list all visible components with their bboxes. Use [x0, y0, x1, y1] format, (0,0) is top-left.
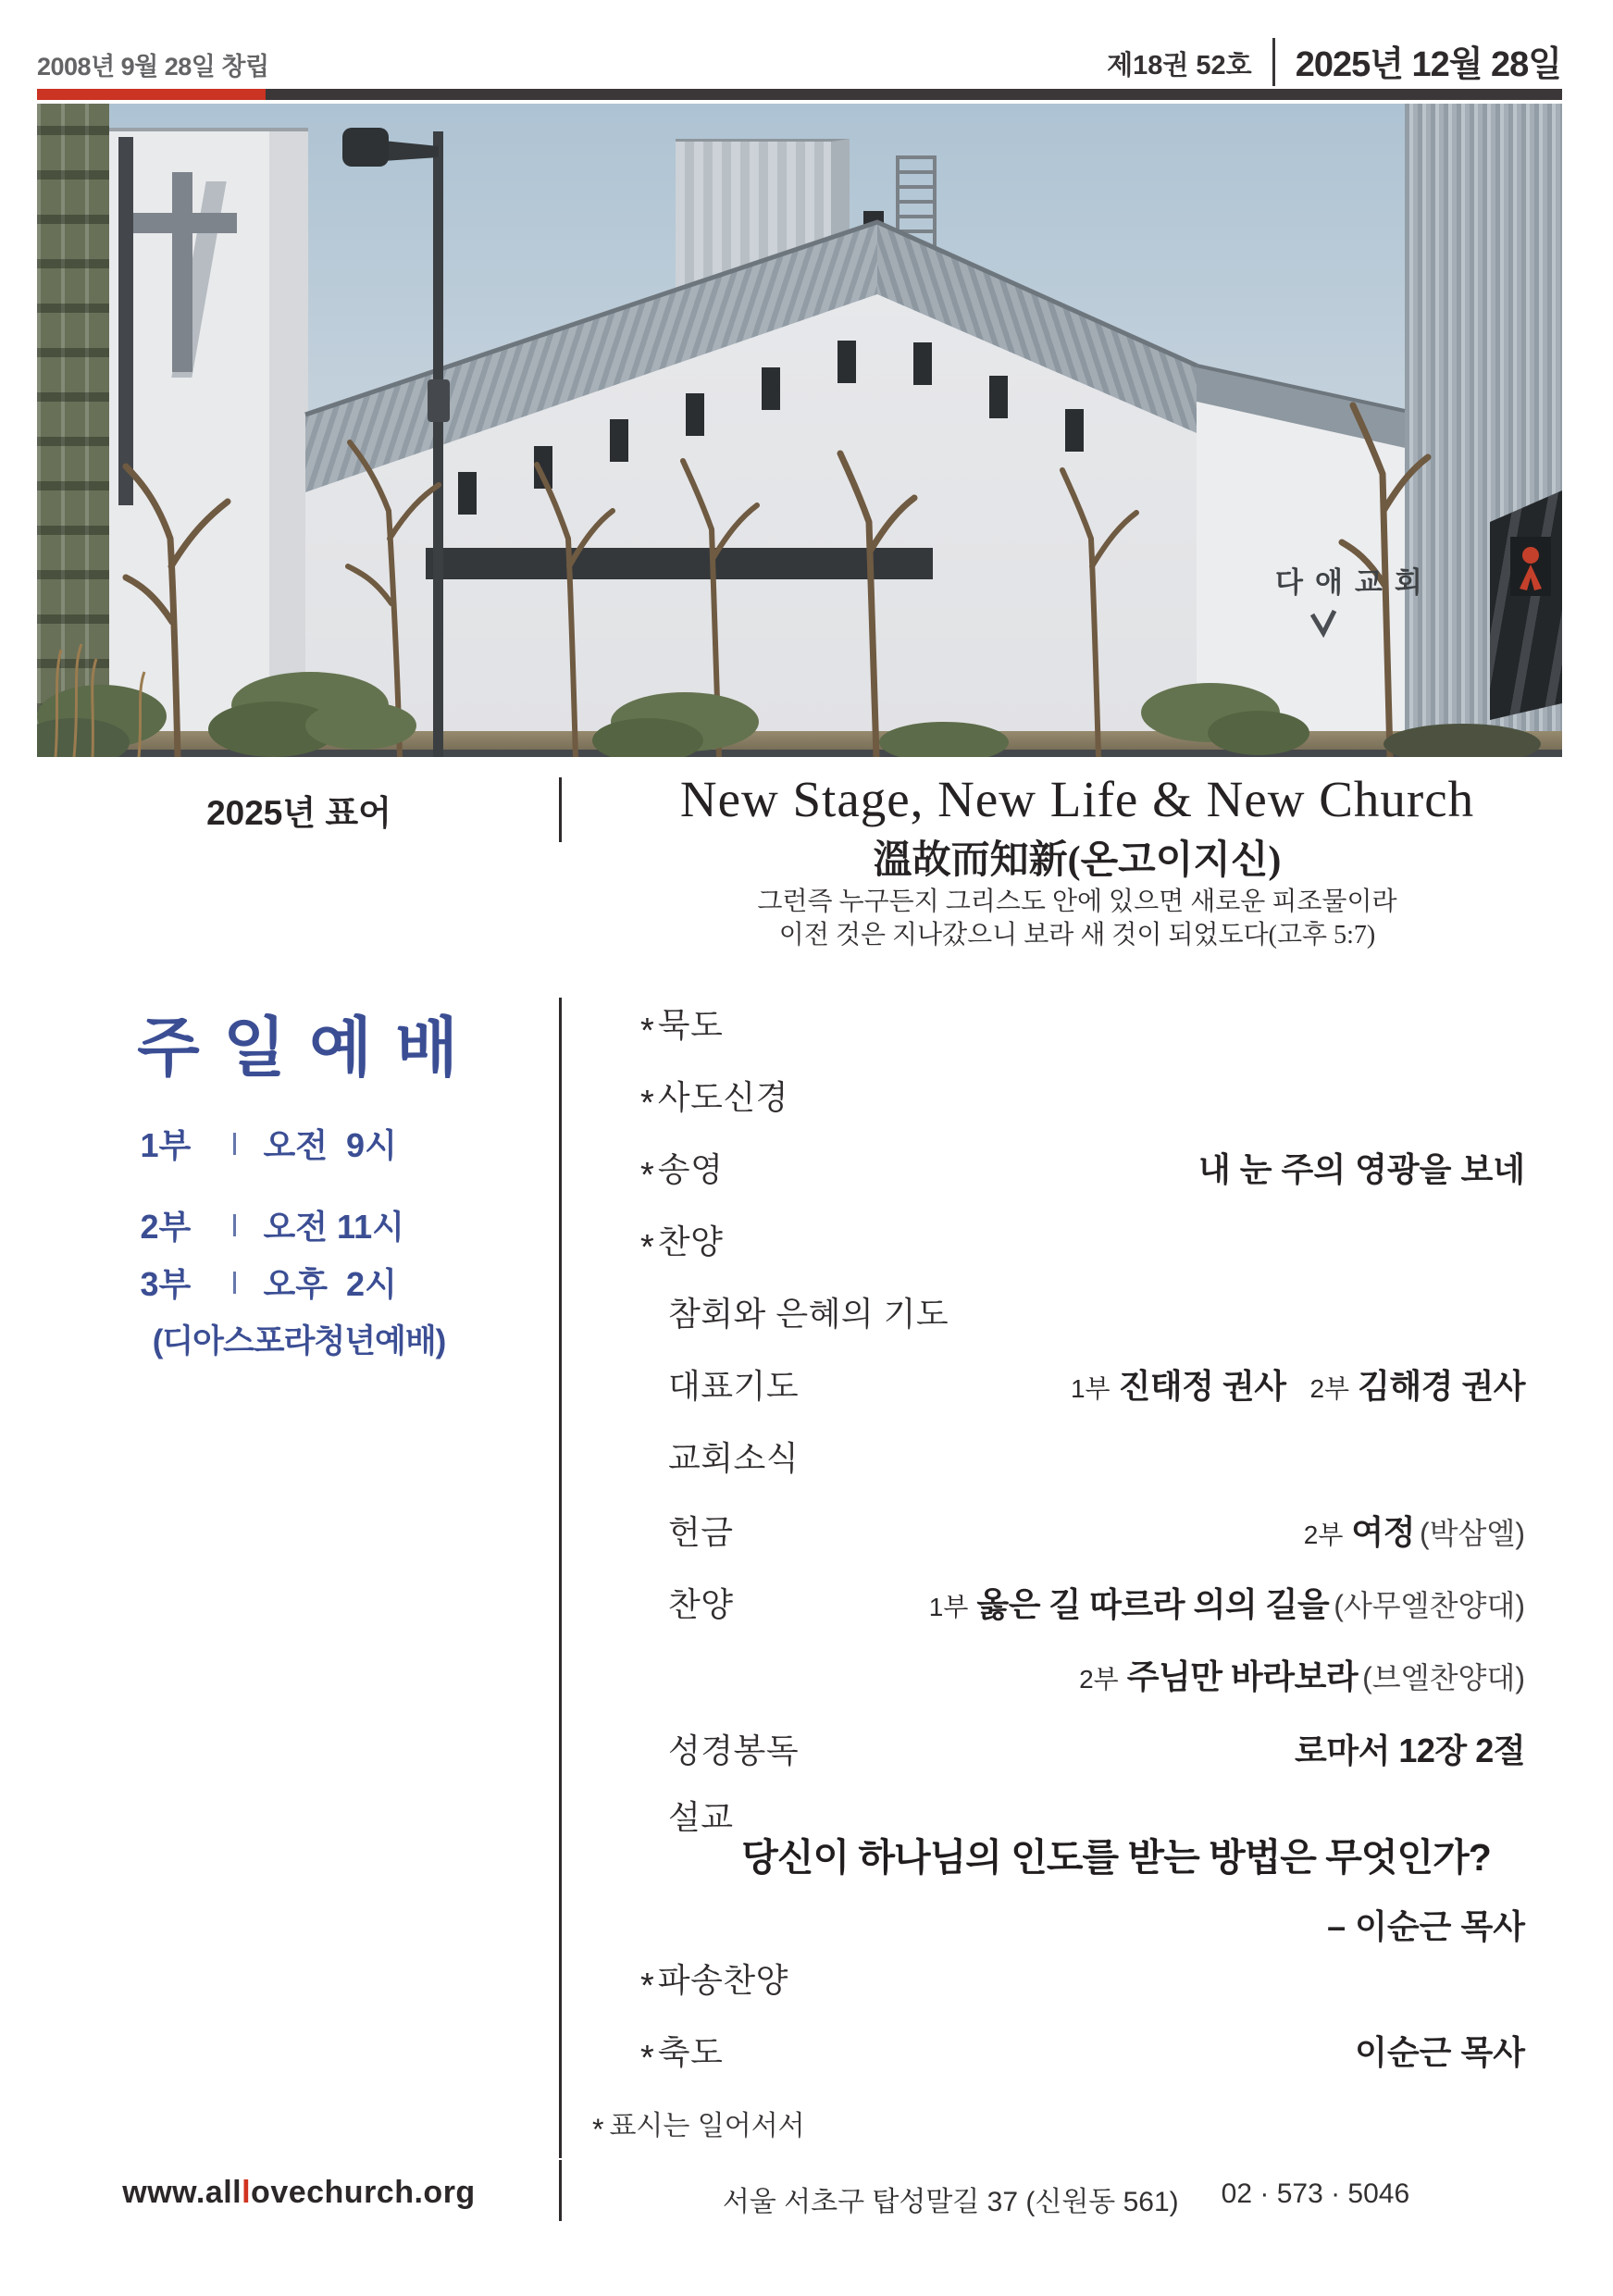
header-rule-red: [37, 89, 266, 100]
footnote-text: 표시는 일어서서: [609, 2111, 805, 2141]
service-part: 2부: [140, 1208, 192, 1246]
service-time-separator: [233, 1133, 236, 1155]
stand-asterisk: *: [640, 1011, 654, 1050]
service-time: 오후 2시: [263, 1265, 397, 1303]
order-label: 축도: [657, 2033, 724, 2071]
church-address: 서울 서초구 탑성말길 37 (신원동 561): [722, 2187, 1179, 2217]
order-label: 찬양: [657, 1222, 724, 1260]
bulletin-date: 2025년 12월 28일: [1295, 45, 1561, 84]
order-row-silent-prayer: [640, 999, 1525, 1050]
order-label: 헌금: [668, 1513, 734, 1551]
service-time-row: [37, 1120, 561, 1167]
order-row-church-news: [640, 1433, 1525, 1480]
service-time: 오전 11시: [263, 1208, 404, 1246]
motto-verse-line2: 이전 것은 지나갔으니 보라 새 것이 되었도다(고후 5:7): [778, 921, 1376, 949]
main-divider: [559, 998, 562, 2158]
scripture-reference: 로마서 12장 2절: [1295, 1731, 1525, 1769]
preacher-name: – 이순근 목사: [1327, 1907, 1525, 1945]
service-time-row: [37, 1201, 561, 1248]
pine-foliage: [37, 672, 1541, 757]
church-phone: 02 · 573 · 5046: [1221, 2178, 1410, 2209]
choir-name-2: (브엘찬양대): [1362, 1661, 1525, 1694]
order-label: 파송찬양: [657, 1961, 788, 1999]
order-row-scripture-reading: [640, 1725, 1525, 1772]
issue-number: 제18권 52호: [1107, 51, 1252, 81]
stand-asterisk: *: [640, 1967, 654, 2005]
order-row-confession-prayer: [640, 1288, 1525, 1335]
order-row-representative-prayer: [640, 1360, 1525, 1408]
service-time-separator: [233, 1214, 236, 1236]
order-label: 교회소식: [668, 1439, 800, 1477]
sermon-title: 당신이 하나님의 인도를 받는 방법은 무엇인가?: [741, 1836, 1491, 1879]
photo-illustration-overlay: [37, 104, 1562, 757]
service-part: 3부: [140, 1265, 192, 1303]
prayer-leader-2: 김해경 권사: [1358, 1367, 1525, 1405]
gable-eave-line: [1197, 366, 1405, 411]
order-row-offering: [640, 1507, 1525, 1554]
order-label: 대표기도: [668, 1367, 800, 1405]
church-name-sign: 다애교회: [1275, 566, 1434, 599]
footer-contact: [570, 2178, 1562, 2219]
stand-asterisk: *: [640, 1228, 654, 1267]
order-label: 송영: [657, 1150, 724, 1188]
order-row-sending-hymn: [640, 1955, 1525, 2005]
order-row-doxology: [640, 1144, 1525, 1195]
header-issue-group: [1107, 35, 1561, 86]
order-label: 참회와 은혜의 기도: [668, 1295, 949, 1333]
anthem-title-2: 주님만 바라보라: [1126, 1657, 1359, 1695]
order-row-choir-anthem-2: [640, 1651, 1525, 1698]
anthem-title-1: 옳은 길 따르라 의의 길을: [976, 1585, 1330, 1623]
service-time-separator: [233, 1272, 236, 1294]
order-label: 묵도: [657, 1006, 724, 1044]
motto-title: New Stage, New Life & New Church: [679, 771, 1475, 827]
website-url: [37, 2175, 561, 2211]
benediction-pastor: 이순근 목사: [1355, 2033, 1525, 2071]
order-row-benediction: [640, 2027, 1525, 2078]
stand-asterisk: *: [640, 1084, 654, 1123]
header-separator: [1272, 38, 1275, 86]
website-part: ovechurch.org: [251, 2175, 476, 2210]
motto-subtitle: 溫故而知新(온고이지신): [873, 839, 1282, 882]
header-rule-dark: [266, 89, 1562, 100]
service-time: 오전 9시: [263, 1126, 397, 1164]
order-row-apostles-creed: [640, 1072, 1525, 1123]
part-marker: 1부: [1070, 1374, 1110, 1403]
service-title: 주 일 예 배: [137, 1011, 461, 1084]
stand-footnote: [592, 2103, 805, 2146]
motto-label: 2025년 표어: [206, 794, 391, 832]
stand-asterisk: *: [640, 2039, 654, 2078]
service-part: 1부: [140, 1126, 192, 1164]
service-note: (디아스포라청년예배): [152, 1323, 446, 1359]
motto-verse-line1: 그런즉 누구든지 그리스도 안에 있으면 새로운 피조물이라: [757, 887, 1397, 916]
prayer-leader-1: 진태정 권사: [1118, 1367, 1286, 1405]
pedestrian-signal: [1510, 537, 1551, 596]
order-label: 성경봉독: [668, 1731, 800, 1769]
founded-date-text: 2008년 9월 28일 창립: [37, 53, 269, 81]
order-label: 설교: [668, 1798, 734, 1836]
order-row-hymn: [640, 1216, 1525, 1267]
footer-divider: [559, 2160, 562, 2221]
choir-name-1: (사무엘찬양대): [1334, 1589, 1525, 1622]
offering-performer-sub: (박삼엘): [1419, 1517, 1525, 1550]
order-label: 찬양: [668, 1585, 734, 1623]
order-row-preacher: [640, 1901, 1525, 1948]
order-label: 사도신경: [657, 1078, 788, 1116]
offering-performer: 여정: [1351, 1513, 1415, 1551]
wall-check-mark: [1312, 611, 1334, 633]
service-time-row: [37, 1259, 561, 1306]
order-row-choir-anthem-1: [640, 1579, 1525, 1626]
part-marker: 2부: [1309, 1374, 1350, 1403]
stand-asterisk: *: [640, 1156, 654, 1195]
part-marker: 1부: [928, 1593, 969, 1621]
website-part: www.all: [122, 2175, 242, 2210]
motto-divider: [559, 777, 562, 842]
church-photo: [37, 104, 1562, 757]
order-value: 내 눈 주의 영광을 보네: [1198, 1150, 1525, 1188]
stand-asterisk: *: [592, 2113, 604, 2146]
part-marker: 2부: [1303, 1520, 1344, 1549]
part-marker: 2부: [1079, 1665, 1119, 1694]
website-accent-letter: l: [242, 2175, 252, 2210]
